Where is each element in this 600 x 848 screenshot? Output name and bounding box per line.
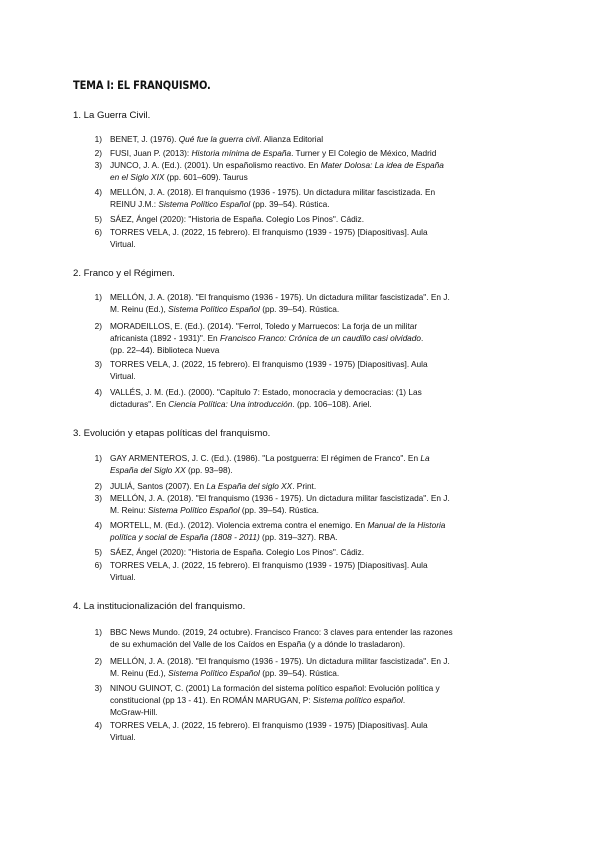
reference-line (110, 358, 530, 370)
reference-number: 6) (94, 560, 102, 570)
text-run: . Print. (292, 481, 317, 491)
reference-text (110, 719, 530, 743)
text-run: REINU J.M.: (110, 199, 159, 209)
reference-text (110, 291, 530, 315)
italic-title: Historia mínima de España (191, 148, 292, 158)
reference-line (110, 706, 530, 718)
reference-number: 6) (94, 227, 102, 237)
text-run: . Alianza Editorial (259, 134, 324, 144)
text-run: dictaduras". En (110, 399, 169, 409)
text-run: MELLÓN, J. A. (2018). "El franquismo (1936 - 1975). Un dictadura militar fascistizada". En J. (110, 656, 450, 666)
section-heading-4: 4. La institucionalización del franquismo. (73, 601, 246, 612)
text-run: MORTELL, M. (Ed.). (2012). Violencia extrema contra el enemigo. En (110, 520, 368, 530)
italic-title: Mater Dolosa: La idea de España (320, 160, 444, 170)
reference-line (110, 719, 530, 731)
reference-line (110, 480, 530, 492)
reference-line (110, 531, 530, 543)
reference-line (110, 667, 530, 679)
reference-number: 3) (94, 683, 102, 693)
italic-title: política y social de España (1808 - 2011) (110, 532, 260, 542)
text-run: (pp. 39–54). Rústica. (250, 199, 330, 209)
text-run: (pp. 601–609). Taurus (164, 172, 248, 182)
text-run: Virtual. (110, 732, 136, 742)
reference-line (110, 386, 530, 398)
text-run: . (402, 695, 406, 705)
reference-text (110, 133, 530, 145)
reference-line (110, 464, 530, 476)
reference-line (110, 452, 530, 464)
italic-title: La (420, 453, 430, 463)
text-run: BBC News Mundo. (2019, 24 octubre). Francisco Franco: 3 claves para entender las razones (110, 627, 453, 637)
reference-text (110, 213, 530, 225)
text-run: NINOU GUINOT, C. (2001) La formación del sistema político español: Evolución política y (110, 683, 440, 693)
reference-number: 1) (94, 453, 102, 463)
text-run: . (421, 333, 424, 343)
text-run: africanista (1892 - 1931)". En (110, 333, 220, 343)
text-run: SÁEZ, Ángel (2020): "Historia de España. Colegio Los Pinos". Cádiz. (110, 214, 365, 224)
section-heading-2: 2. Franco y el Régimen. (73, 268, 175, 279)
reference-line (110, 186, 530, 198)
text-run: M. Reinu: (110, 505, 148, 515)
reference-text (110, 452, 530, 476)
reference-text (110, 358, 530, 382)
document-title: TEMA I: EL FRANQUISMO. (73, 78, 211, 92)
reference-number: 2) (94, 656, 102, 666)
reference-line (110, 571, 530, 583)
italic-title: España del Siglo XX (110, 465, 186, 475)
text-run: . (pp. 106–108). Ariel. (292, 399, 372, 409)
section-heading-1: 1. La Guerra Civil. (73, 110, 151, 121)
reference-line (110, 344, 530, 356)
reference-text (110, 226, 530, 250)
reference-line (110, 655, 530, 667)
text-run: TORRES VELA, J. (2022, 15 febrero). El franquismo (1939 - 1975) [Diapositivas]. Aula (110, 720, 428, 730)
reference-number: 1) (94, 134, 102, 144)
italic-title: Sistema Político Español (147, 505, 240, 515)
text-run: MELLÓN, J. A. (2018). El franquismo (1936 - 1975). Un dictadura militar fascistizada. En (110, 187, 436, 197)
reference-line (110, 238, 530, 250)
italic-title: Ciencia Política: Una introducción (168, 399, 293, 409)
reference-text (110, 559, 530, 583)
reference-line (110, 638, 530, 650)
reference-line (110, 198, 530, 210)
reference-number: 5) (94, 547, 102, 557)
reference-line (110, 504, 530, 516)
reference-text (110, 626, 530, 650)
text-run: SÁEZ, Ángel (2020): "Historia de España. Colegio Los Pinos". Cádiz. (110, 547, 365, 557)
reference-number: 1) (94, 292, 102, 302)
reference-line (110, 159, 530, 171)
reference-text (110, 386, 530, 410)
reference-number: 2) (94, 321, 102, 331)
reference-line (110, 171, 530, 183)
italic-title: Francisco Franco: Crónica de un caudillo casi olvidado (219, 333, 422, 343)
reference-number: 4) (94, 520, 102, 530)
text-run: MELLÓN, J. A. (2018). "El franquismo (1936 - 1975). Un dictadura militar fascistizada". En J. (110, 493, 450, 503)
text-run: . Turner y El Colegio de México, Madrid (291, 148, 437, 158)
reference-text (110, 546, 530, 558)
italic-title: Sistema Político Español (168, 668, 260, 678)
text-run: MORADEILLOS, E. (Ed.). (2014). "Ferrol, Toledo y Marruecos: La forja de un militar (110, 321, 418, 331)
text-run: (pp. 39–54). Rústica. (259, 668, 340, 678)
reference-text (110, 655, 530, 679)
reference-line (110, 559, 530, 571)
text-run: (pp. 22–44). Biblioteca Nueva (110, 345, 220, 355)
reference-line (110, 626, 530, 638)
reference-number: 4) (94, 387, 102, 397)
text-run: constitucional (pp 13 - 41). En ROMÁN MARUGAN, P: (110, 695, 313, 705)
text-run: (pp. 93–98). (185, 465, 233, 475)
reference-number: 4) (94, 720, 102, 730)
text-run: TORRES VELA, J. (2022, 15 febrero). El franquismo (1939 - 1975) [Diapositivas]. Aula (110, 560, 428, 570)
text-run: de su exhumación del Valle de los Caídos en España (y a dónde lo trasladaron). (110, 639, 406, 649)
reference-line (110, 303, 530, 315)
italic-title: Sistema Político Español (158, 199, 251, 209)
reference-line (110, 519, 530, 531)
text-run: M. Reinu (Ed.), (110, 668, 169, 678)
reference-text (110, 519, 530, 543)
text-run: MELLÓN, J. A. (2018). "El franquismo (1936 - 1975). Un dictadura militar fascistizada". En J. (110, 292, 450, 302)
reference-text (110, 320, 530, 356)
reference-line (110, 291, 530, 303)
text-run: (pp. 39–54). Rústica. (239, 505, 319, 515)
reference-text (110, 492, 530, 516)
text-run: (pp. 319–327). RBA. (259, 532, 338, 542)
reference-line (110, 133, 530, 145)
reference-text (110, 480, 530, 492)
text-run: FUSI, Juan P. (2013): (110, 148, 192, 158)
reference-number: 5) (94, 214, 102, 224)
text-run: Virtual. (110, 371, 136, 381)
reference-number: 3) (94, 160, 102, 170)
italic-title: en el Siglo XIX (110, 172, 165, 182)
text-run: TORRES VELA, J. (2022, 15 febrero). El franquismo (1939 - 1975) [Diapositivas]. Aula (110, 359, 428, 369)
reference-line (110, 213, 530, 225)
reference-line (110, 731, 530, 743)
reference-line (110, 398, 530, 410)
reference-number: 4) (94, 187, 102, 197)
reference-line (110, 546, 530, 558)
italic-title: Sistema político español (312, 695, 403, 705)
reference-line (110, 694, 530, 706)
reference-line (110, 370, 530, 382)
reference-line (110, 147, 530, 159)
text-run: Virtual. (110, 572, 136, 582)
reference-text (110, 159, 530, 183)
reference-line (110, 492, 530, 504)
italic-title: La España del siglo XX (206, 481, 293, 491)
section-heading-3: 3. Evolución y etapas políticas del franquismo. (73, 428, 271, 439)
text-run: McGraw-Hill. (110, 707, 158, 717)
reference-line (110, 332, 530, 344)
italic-title: Sistema Político Español (168, 304, 260, 314)
reference-number: 3) (94, 493, 102, 503)
reference-text (110, 682, 530, 718)
reference-number: 3) (94, 359, 102, 369)
reference-number: 2) (94, 481, 102, 491)
text-run: TORRES VELA, J. (2022, 15 febrero). El franquismo (1939 - 1975) [Diapositivas]. Aula (110, 227, 428, 237)
reference-text (110, 186, 530, 210)
reference-line (110, 226, 530, 238)
reference-text (110, 147, 530, 159)
text-run: GAY ARMENTEROS, J. C. (Ed.). (1986). "La postguerra: El régimen de Franco". En (110, 453, 421, 463)
reference-line (110, 682, 530, 694)
text-run: BENET, J. (1976). (110, 134, 179, 144)
italic-title: Qué fue la guerra civil (178, 134, 260, 144)
text-run: (pp. 39–54). Rústica. (259, 304, 340, 314)
reference-number: 1) (94, 627, 102, 637)
reference-number: 2) (94, 148, 102, 158)
text-run: JUNCO, J. A. (Ed.). (2001). Un españolismo reactivo. En (110, 160, 321, 170)
reference-line (110, 320, 530, 332)
text-run: JULIÁ, Santos (2007). En (110, 481, 207, 491)
italic-title: Manual de la Historia (367, 520, 446, 530)
text-run: M. Reinu (Ed.), (110, 304, 169, 314)
text-run: VALLÉS, J. M. (Ed.). (2000). "Capítulo 7: Estado, monocracia y democracias: (1) Las (110, 387, 422, 397)
text-run: Virtual. (110, 239, 136, 249)
